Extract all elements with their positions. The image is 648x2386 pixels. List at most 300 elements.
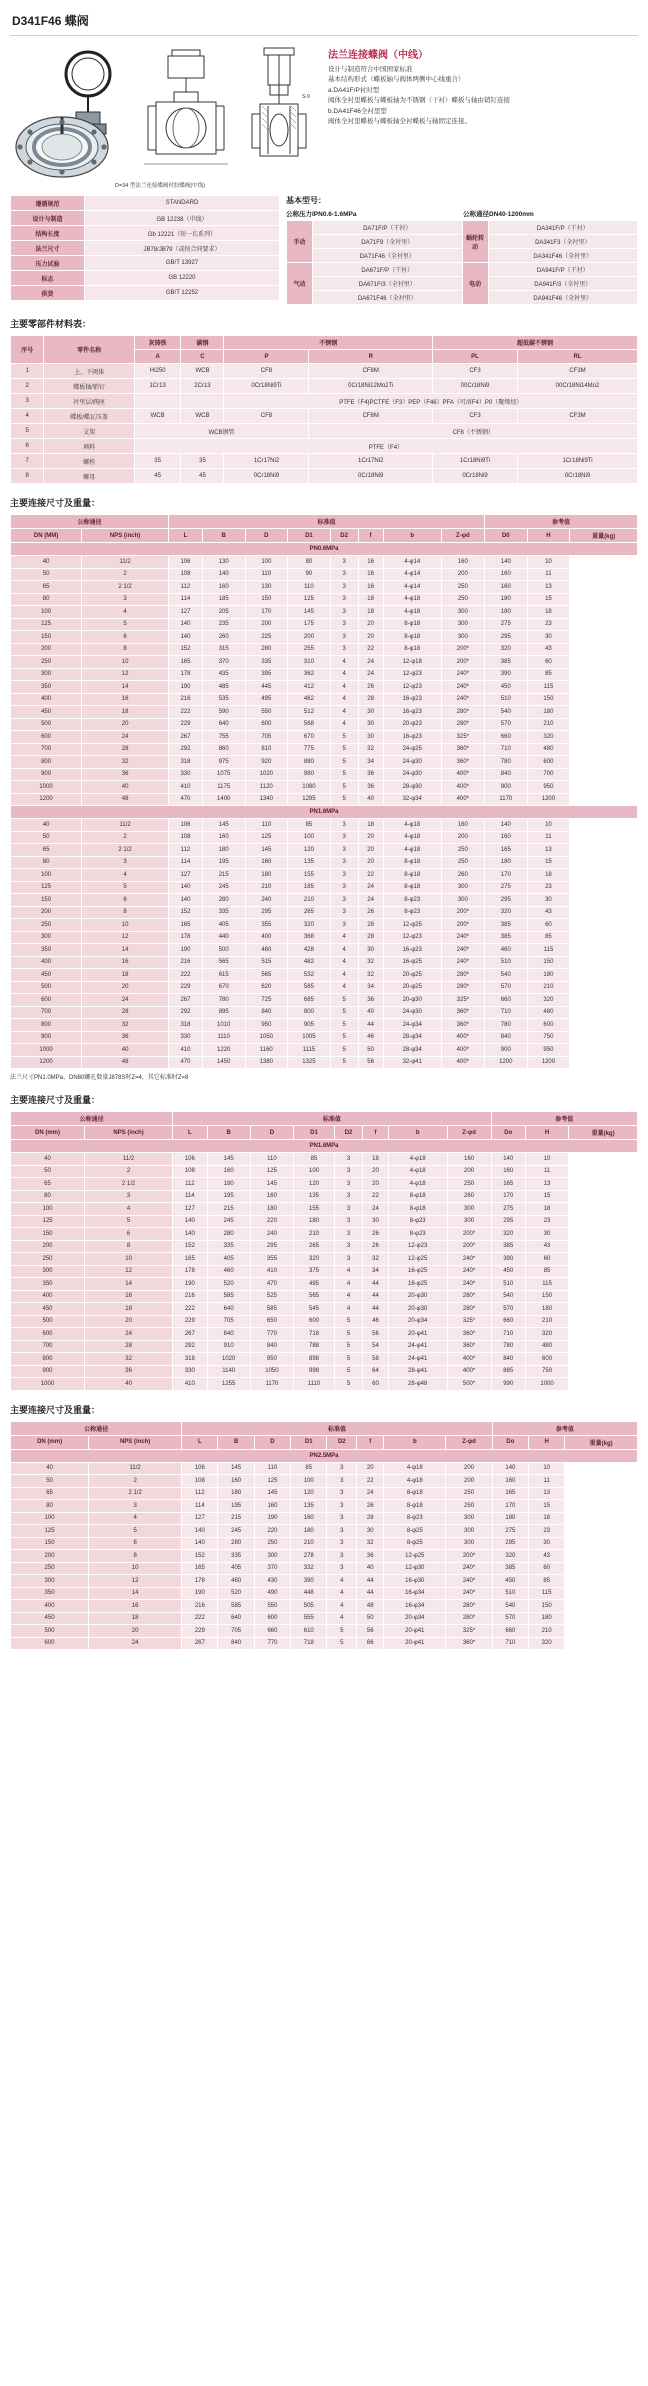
page-title: D341F46 蝶阀 <box>12 14 89 28</box>
standards-and-model <box>10 195 638 305</box>
materials-name: 衬里层/阀座 <box>44 394 134 409</box>
dim-cell: 3 <box>89 1500 182 1513</box>
dim-row <box>11 1587 638 1600</box>
dim-cell: 1005 <box>288 1031 331 1044</box>
dim-cell: 4-φ14 <box>383 556 441 569</box>
dim-cell: 885 <box>491 1365 525 1378</box>
dim-row <box>11 969 638 982</box>
dim-cell: 610 <box>291 1625 327 1638</box>
dim-cell: 4 <box>334 1303 362 1316</box>
dim-cell: 1200 <box>11 1056 82 1069</box>
dim-cell: 5 <box>85 1215 173 1228</box>
dim-col-header: b <box>383 529 441 543</box>
dim-col-header: DN (MM) <box>11 529 82 543</box>
dim-cell: 50 <box>11 831 82 844</box>
dim-cell: 216 <box>169 956 203 969</box>
dim-cell: 12 <box>82 668 169 681</box>
dim-col-header: B <box>218 1435 254 1449</box>
materials-cell: PTFE（F4)PCTFE（F3）PEP（F46）PFA（可溶F4）P0（聚烯烃） <box>224 394 638 409</box>
dim-col-header: Z-φd <box>446 1435 492 1449</box>
dim-cell: 1010 <box>202 1019 245 1032</box>
dim-cell: 600 <box>11 731 82 744</box>
dim-cell: 200* <box>446 1550 492 1563</box>
dim-row <box>11 643 638 656</box>
dim-cell: 112 <box>169 844 203 857</box>
dim-cell: 108 <box>169 831 203 844</box>
dim-cell: 3 <box>330 906 358 919</box>
dim-cell: 210 <box>294 1228 335 1241</box>
dim-cell: 229 <box>173 1315 207 1328</box>
dim-cell: 500 <box>11 1625 89 1638</box>
dim-cell: 178 <box>173 1265 207 1278</box>
dim-cell: 2 <box>89 1475 182 1488</box>
dim-cell: 3 <box>334 1190 362 1203</box>
dim-cell: 24-φ34 <box>383 1019 441 1032</box>
dim-cell: 280* <box>441 706 484 719</box>
dim-cell: 535 <box>202 693 245 706</box>
dim-cell: 24 <box>357 1487 384 1500</box>
dim-cell: 1000 <box>11 781 82 794</box>
dim-group-dn: 公称通径 <box>11 515 169 529</box>
materials-row <box>11 469 638 484</box>
standards-value: GB 12238（中线） <box>85 211 280 226</box>
dim-cell: 160 <box>491 1165 525 1178</box>
dim-cell: 540 <box>485 706 528 719</box>
materials-row <box>11 409 638 424</box>
dim-cell: 375 <box>294 1265 335 1278</box>
dim-cell: 200* <box>441 906 484 919</box>
dim-cell: 280 <box>245 643 288 656</box>
dim-group-standard: 标准值 <box>169 515 485 529</box>
dim-cell: 44 <box>357 1575 384 1588</box>
dim-cell: 20 <box>89 1625 182 1638</box>
dim-cell: 14 <box>85 1278 173 1291</box>
dim-cell: 26 <box>363 1240 389 1253</box>
dim-cell: 500 <box>202 944 245 957</box>
dim-cell: 355 <box>245 919 288 932</box>
materials-cell: WCB钢管 <box>134 424 309 439</box>
dim-cell: 350 <box>11 1278 85 1291</box>
standards-value: GB 12220 <box>85 271 280 286</box>
dim-cell: 400* <box>441 1031 484 1044</box>
dim-cell: 3 <box>327 1550 357 1563</box>
dim-cell: 125 <box>250 1165 293 1178</box>
dimension-table-3 <box>10 1421 638 1651</box>
dim-group-header-row <box>11 1112 638 1126</box>
dim-cell: 200 <box>441 831 484 844</box>
materials-index: 7 <box>11 454 44 469</box>
dim-cell: 120 <box>294 1178 335 1191</box>
dim-cell: 215 <box>218 1512 254 1525</box>
dim-cell: 28 <box>358 919 383 932</box>
dim-cell: 240* <box>447 1253 491 1266</box>
dim-cell: 178 <box>169 668 203 681</box>
dim-row <box>11 1512 638 1525</box>
dim-cell: 56 <box>357 1625 384 1638</box>
dim-cell: 127 <box>169 869 203 882</box>
dim-cell: 950 <box>250 1353 293 1366</box>
dim-cell: 150 <box>527 693 570 706</box>
materials-row <box>11 394 638 409</box>
dim-cell: 18 <box>82 706 169 719</box>
dim-cell: 178 <box>169 931 203 944</box>
dim-cell: 200* <box>441 919 484 932</box>
dim-cell: 3 <box>330 831 358 844</box>
dim-row <box>11 1562 638 1575</box>
dim-cell: 115 <box>527 681 570 694</box>
dim-cell: 110 <box>245 819 288 832</box>
dim-cell: 180 <box>294 1215 335 1228</box>
model-right-option[interactable]: DA341F/P（干衬） <box>488 221 638 235</box>
dim-cell: 185 <box>202 593 245 606</box>
dim-cell: 24 <box>358 668 383 681</box>
dim-cell: 650 <box>250 1315 293 1328</box>
dim-cell: 12 <box>85 1265 173 1278</box>
dim-cell: 18 <box>89 1612 182 1625</box>
model-right-option[interactable]: DA941F46（全衬里） <box>488 291 638 305</box>
dim-cell: 400 <box>11 1600 89 1613</box>
dim-cell: 20-φ30 <box>388 1303 447 1316</box>
dim-cell: 20-φ34 <box>384 1612 446 1625</box>
dim-cell: 152 <box>173 1240 207 1253</box>
dim-col-header: D <box>250 1126 293 1140</box>
dim-col-header: D <box>245 529 288 543</box>
dim-cell: 320 <box>525 1328 568 1341</box>
dim-cell: 320 <box>492 1550 528 1563</box>
dim-cell: 145 <box>288 606 331 619</box>
dim-cell: 460 <box>485 944 528 957</box>
dim-cell: 705 <box>245 731 288 744</box>
dim-cell: 10 <box>527 556 570 569</box>
dim-cell: 900 <box>11 1365 85 1378</box>
dim-cell: 160 <box>218 1475 254 1488</box>
dim-row <box>11 1056 638 1069</box>
dim-col-header: DN (mm) <box>11 1435 89 1449</box>
dim-cell: 114 <box>169 593 203 606</box>
materials-cell: 35 <box>181 454 224 469</box>
dim-col-header: 重量(kg) <box>569 1126 638 1140</box>
dim-group-reference: 参考值 <box>485 515 638 529</box>
materials-index: 2 <box>11 379 44 394</box>
dim-cell: 3 <box>334 1228 362 1241</box>
dim-cell: 28 <box>357 1512 384 1525</box>
dim-cell: 600 <box>527 756 570 769</box>
dim-cell: 1175 <box>202 781 245 794</box>
dim-cell: 385 <box>485 919 528 932</box>
dim-cell: 240* <box>447 1265 491 1278</box>
dim-cell: 100 <box>291 1475 327 1488</box>
dim-cell: 135 <box>294 1190 335 1203</box>
dim-col-header: D1 <box>291 1435 327 1449</box>
dim-cell: 23 <box>527 618 570 631</box>
dim-cell: 12 <box>82 931 169 944</box>
dim-cell: 145 <box>245 844 288 857</box>
dim-cell: 50 <box>11 1165 85 1178</box>
dim-cell: 28-φ30 <box>383 781 441 794</box>
dim-cell: 318 <box>169 1019 203 1032</box>
dim-cell: 1325 <box>288 1056 331 1069</box>
dim-cell: 5 <box>330 994 358 1007</box>
dim-cell: 160 <box>202 831 245 844</box>
dim-row <box>11 819 638 832</box>
intro-line-0: 设计与制造符合中国国家标准 <box>328 66 413 73</box>
dim-cell: 450 <box>491 1265 525 1278</box>
dim-cell: 300 <box>11 1575 89 1588</box>
dim-cell: 11/2 <box>85 1153 173 1166</box>
dim-cell: 280* <box>441 981 484 994</box>
dim-cell: 3 <box>330 881 358 894</box>
dim-cell: 292 <box>173 1340 207 1353</box>
dim-cell: 880 <box>288 756 331 769</box>
dim-cell: 430 <box>254 1575 290 1588</box>
dim-cell: 65 <box>11 1178 85 1191</box>
dim-cell: 3 <box>330 568 358 581</box>
dim-cell: 275 <box>491 1203 525 1216</box>
dim-cell: 48 <box>82 793 169 806</box>
dim-cell: 5 <box>330 781 358 794</box>
dim-cell: 210 <box>525 1315 568 1328</box>
dim-cell: 718 <box>294 1328 335 1341</box>
model-left-option[interactable]: DA71F/P（干衬） <box>313 221 463 235</box>
standards-row <box>11 241 280 256</box>
dim-cell: 24 <box>363 1203 389 1216</box>
dim-cell: 4 <box>327 1600 357 1613</box>
materials-cell: 1Cr18Ni9Ti <box>518 454 638 469</box>
dim-cell: 1140 <box>207 1365 250 1378</box>
dim-cell: 1050 <box>250 1365 293 1378</box>
dim-cell: 240 <box>245 894 288 907</box>
materials-index: 8 <box>11 469 44 484</box>
dim-cell: 840 <box>250 1340 293 1353</box>
dim-cell: 160 <box>202 581 245 594</box>
dim-cell: 210 <box>291 1537 327 1550</box>
dim-cell: 152 <box>182 1550 218 1563</box>
dim-cell: 28 <box>82 1006 169 1019</box>
dim-cell: 140 <box>182 1537 218 1550</box>
dim-cell: 450 <box>11 1612 89 1625</box>
dim-cell: 200 <box>288 631 331 644</box>
intro-line-5: 阀体全衬里蝶板与蝶板轴全衬蝶板与轴固定连接。 <box>328 118 471 126</box>
dim-col-header: DN (mm) <box>11 1126 85 1140</box>
dim-row <box>11 844 638 857</box>
dim-cell: 320 <box>485 906 528 919</box>
dim-header-row <box>11 1126 638 1140</box>
dim-cell: 125 <box>288 593 331 606</box>
dim-cell: 905 <box>288 1019 331 1032</box>
dim-cell: 4-φ18 <box>388 1165 447 1178</box>
dim-cell: 495 <box>294 1278 335 1291</box>
dim-cell: 370 <box>254 1562 290 1575</box>
dim-cell: 20 <box>358 831 383 844</box>
dim-cell: 20-φ30 <box>388 1290 447 1303</box>
dim-row <box>11 894 638 907</box>
dim-cell: 280* <box>446 1600 492 1613</box>
dim-cell: 50 <box>357 1612 384 1625</box>
dim-cell: 215 <box>207 1203 250 1216</box>
dim-cell: 85 <box>529 1575 565 1588</box>
dim-cell: 4-φ18 <box>383 844 441 857</box>
dim-cell: 998 <box>294 1365 335 1378</box>
model-left-option[interactable]: DA671F/P（干衬） <box>313 263 463 277</box>
dim-row <box>11 931 638 944</box>
dim-cell: 5 <box>327 1625 357 1638</box>
dim-cell: 570 <box>485 981 528 994</box>
dim-cell: 385 <box>492 1562 528 1575</box>
dim-cell: 48 <box>357 1600 384 1613</box>
dim-cell: 428 <box>288 944 331 957</box>
dim-cell: 5 <box>330 1019 358 1032</box>
dim-cell: 540 <box>491 1290 525 1303</box>
dim-cell: 570 <box>492 1612 528 1625</box>
dim-cell: 685 <box>288 994 331 1007</box>
dim-cell: 5 <box>330 1031 358 1044</box>
dim-cell: 32-φ41 <box>383 1056 441 1069</box>
dim-row <box>11 869 638 882</box>
model-left-option[interactable]: DA71F9（全衬里） <box>313 235 463 249</box>
dim-cell: 4 <box>82 869 169 882</box>
dim-cell: 85 <box>294 1153 335 1166</box>
dim-cell: 725 <box>245 994 288 1007</box>
dim-row <box>11 981 638 994</box>
dim-cell: 5 <box>330 1044 358 1057</box>
dim-cell: 385 <box>485 656 528 669</box>
dim-cell: 600 <box>245 718 288 731</box>
dim-cell: 900 <box>485 1044 528 1057</box>
dim-cell: 585 <box>250 1303 293 1316</box>
dim-cell: 585 <box>288 981 331 994</box>
model-left-option[interactable]: DA71F46（全衬里） <box>313 249 463 263</box>
dim-cell: 4-φ18 <box>388 1178 447 1191</box>
dim-cell: 106 <box>182 1462 218 1475</box>
dim-cell: 600 <box>11 1328 85 1341</box>
dim-row <box>11 1278 638 1291</box>
dim-cell: 165 <box>492 1487 528 1500</box>
dim-cell: 450 <box>11 969 82 982</box>
model-mid-label: 蜗轮转动 <box>462 221 488 263</box>
dim-cell: 160 <box>441 556 484 569</box>
materials-cell: 45 <box>134 469 181 484</box>
dim-cell: 410 <box>169 781 203 794</box>
dim-cell: 2 <box>82 831 169 844</box>
materials-cell: 45 <box>181 469 224 484</box>
dim-cell: 229 <box>169 718 203 731</box>
dim-cell: 160 <box>492 1475 528 1488</box>
dim-pressure-label: PN2.5MPa <box>11 1449 638 1462</box>
model-right-option[interactable]: DA341F46（全衬里） <box>488 249 638 263</box>
materials-index: 5 <box>11 424 44 439</box>
dim-cell: 12-φ25 <box>384 1550 446 1563</box>
dim-cell: 26 <box>358 681 383 694</box>
dim-row <box>11 1215 638 1228</box>
dim-cell: 295 <box>485 894 528 907</box>
dim-cell: 180 <box>529 1612 565 1625</box>
dim-cell: 44 <box>363 1290 389 1303</box>
dim-cell: 1200 <box>527 1056 570 1069</box>
dim-cell: 1120 <box>245 781 288 794</box>
dim-row <box>11 856 638 869</box>
dim-cell: 300 <box>441 631 484 644</box>
dim-cell: 245 <box>202 881 245 894</box>
dim-cell: 36 <box>82 1031 169 1044</box>
dim-cell: 216 <box>182 1600 218 1613</box>
dim-row <box>11 1353 638 1366</box>
dim-row <box>11 1340 638 1353</box>
dim-cell: 1075 <box>202 768 245 781</box>
dim-cell: 30 <box>527 894 570 907</box>
dim-cell: 5 <box>330 1056 358 1069</box>
dim-col-header: D2 <box>334 1126 362 1140</box>
model-right-option[interactable]: DA941F/3（全衬里） <box>488 277 638 291</box>
dim-cell: 4 <box>327 1575 357 1588</box>
dim-cell: 16 <box>82 693 169 706</box>
dim-cell: 145 <box>202 819 245 832</box>
model-right-option[interactable]: DA941F/P（干衬） <box>488 263 638 277</box>
dim-cell: 460 <box>245 944 288 957</box>
dim-cell: 250 <box>447 1178 491 1191</box>
dim-cell: 190 <box>254 1512 290 1525</box>
dim-col-header: NPS (inch) <box>85 1126 173 1140</box>
dim-cell: 350 <box>11 1587 89 1600</box>
dim-group-header-row <box>11 1421 638 1435</box>
model-right-option[interactable]: DA341F3（全衬里） <box>488 235 638 249</box>
dim-cell: 180 <box>485 856 528 869</box>
dim-col-header: D0 <box>485 529 528 543</box>
dim-cell: 20 <box>82 981 169 994</box>
dim-cell: 8-φ18 <box>384 1487 446 1500</box>
model-left-option[interactable]: DA671F/3（全衬里） <box>313 277 463 291</box>
dim-cell: 180 <box>492 1512 528 1525</box>
model-left-option[interactable]: DA671F46（全衬里） <box>313 291 463 305</box>
dim-cell: 275 <box>485 881 528 894</box>
dim-cell: 335 <box>245 656 288 669</box>
dim-cell: 32-φ34 <box>383 793 441 806</box>
dim-col-header: D2 <box>327 1435 357 1449</box>
dim-cell: 500 <box>11 981 82 994</box>
dim-cell: 28-φ34 <box>383 1044 441 1057</box>
dim-cell: 395 <box>245 668 288 681</box>
dim-cell: 525 <box>250 1290 293 1303</box>
basic-model-table <box>286 220 638 305</box>
dim-cell: 640 <box>218 1612 254 1625</box>
dim-cell: 24 <box>85 1328 173 1341</box>
dim-cell: 700 <box>11 1340 85 1353</box>
dim-cell: 30 <box>358 731 383 744</box>
dim-cell: 2 1/2 <box>85 1178 173 1191</box>
dim-row <box>11 1612 638 1625</box>
dim-cell: 155 <box>294 1203 335 1216</box>
dim-cell: 15 <box>527 856 570 869</box>
dim-cell: 840 <box>491 1353 525 1366</box>
materials-index: 1 <box>11 364 44 379</box>
dim-cell: 240* <box>441 956 484 969</box>
materials-subcol: A <box>134 350 181 364</box>
dim-cell: 150 <box>11 631 82 644</box>
dim-cell: 300 <box>11 668 82 681</box>
dim-cell: 170 <box>492 1500 528 1513</box>
dim-cell: 28-φ41 <box>388 1365 447 1378</box>
dim-cell: 8 <box>85 1240 173 1253</box>
dim-cell: 14 <box>89 1587 182 1600</box>
dim-cell: 175 <box>288 618 331 631</box>
dim-cell: 1115 <box>288 1044 331 1057</box>
dim-cell: 4-φ18 <box>383 593 441 606</box>
dim-row <box>11 1378 638 1391</box>
dim-cell: 20 <box>358 844 383 857</box>
dim-cell: 160 <box>441 819 484 832</box>
dim-cell: 600 <box>525 1353 568 1366</box>
dim-cell: 245 <box>207 1215 250 1228</box>
dim-cell: 4 <box>330 956 358 969</box>
